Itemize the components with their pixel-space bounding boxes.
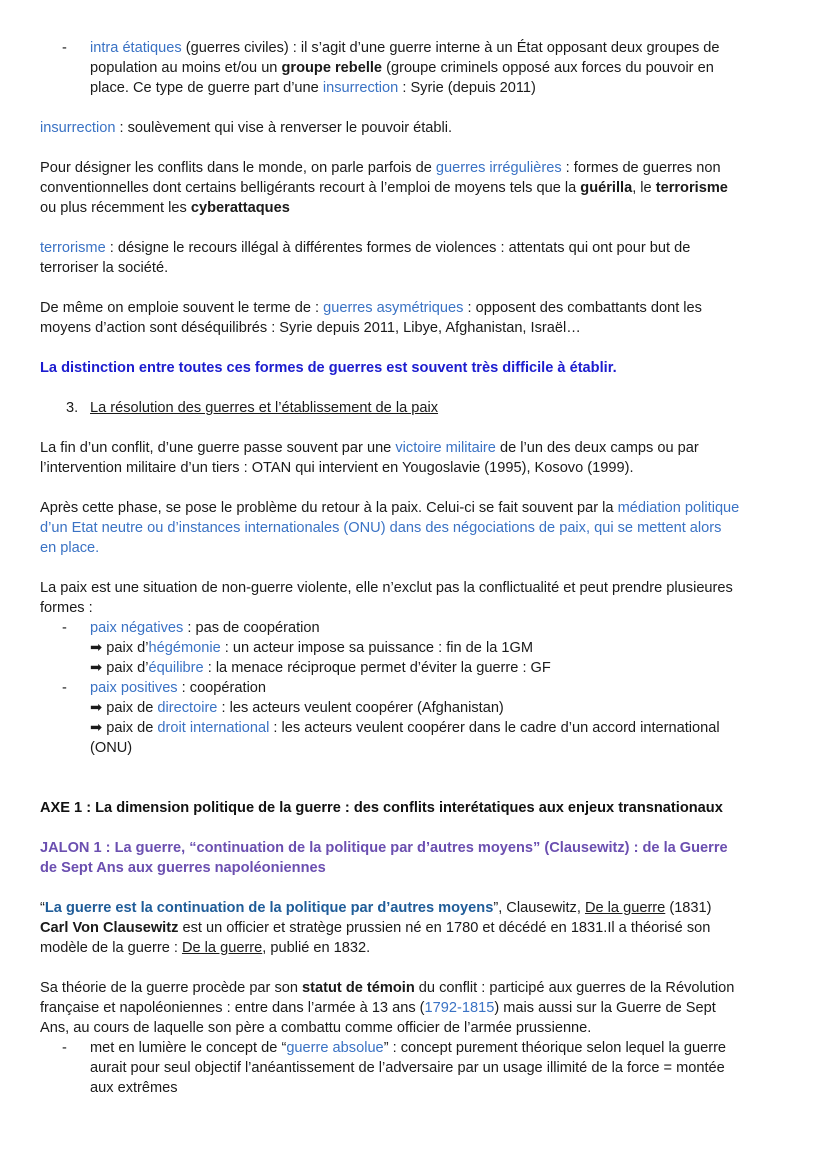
bold-groupe-rebelle: groupe rebelle [281, 60, 383, 76]
section-title: La résolution des guerres et l’établissement de la paix [90, 400, 439, 416]
guerres-asymetriques-paragraph [40, 298, 740, 338]
text: , publié en 1832. [262, 940, 371, 956]
text: (groupe criminels opposé aux forces du pouvoir en place. Ce type de guerre part d’une [90, 60, 714, 96]
text: paix d’ [102, 640, 149, 656]
term-directoire: directoire [157, 700, 218, 716]
book-title: De la guerre [584, 900, 666, 916]
term-guerres-irregulieres: guerres irrégulières [435, 160, 562, 176]
bold-statut-de-temoin: statut de témoin [302, 980, 415, 996]
text: : opposent des combattants dont les moyens d’action sont déséquilibrés : Syrie depuis 2011, Libye, Afghanistan, Israël… [40, 300, 702, 336]
text: est un officier et stratège prussien né en 1780 et décédé en 1831.Il a théorisé son modèle de la guerre : [40, 920, 711, 956]
term-guerres-asymetriques: guerres asymétriques [323, 300, 464, 316]
bullet-dash: - [62, 680, 67, 696]
text: (1831) [665, 900, 712, 916]
text: paix de [102, 700, 158, 716]
paix-droit-international-item [40, 718, 740, 758]
section-3-heading [40, 398, 740, 418]
bullet-dash: - [62, 40, 67, 56]
text: : un acteur impose sa puissance : fin de la 1GM [220, 640, 534, 656]
text: du conflit : participé aux guerres de la Révolution française et napoléoniennes : entre dans l’armée à 13 ans ( [40, 980, 735, 1016]
bold-cyberattaques: cyberattaques [190, 200, 290, 216]
term-terrorisme: terrorisme [40, 240, 106, 256]
axe-1-heading: AXE 1 : La dimension politique de la guerre : des conflits interétatiques aux enjeux transnationaux [40, 800, 723, 816]
text: La fin d’un conflit, d’une guerre passe souvent par une [40, 440, 396, 456]
text: : coopération [177, 680, 267, 696]
arrow-right-icon: ➡ [90, 700, 103, 716]
bullet-dash: - [62, 620, 67, 636]
term-hegemonie: hégémonie [148, 640, 221, 656]
paix-intro: La paix est une situation de non-guerre violente, elle n’exclut pas la conflictualité et peut prendre plusieures formes : [40, 580, 733, 616]
paix-directoire-item [40, 698, 740, 718]
bold-carl-von-clausewitz: Carl Von Clausewitz [40, 920, 179, 936]
terrorisme-definition [40, 238, 740, 278]
text: ” : concept purement théorique selon lequel la guerre aurait pour seul objectif l’anéantissement de l’adversaire par un usage illimité de la force = montée aux extrêmes [90, 1040, 727, 1096]
theorie-paragraph [40, 978, 740, 1038]
arrow-right-icon: ➡ [90, 660, 103, 676]
paix-equilibre-item [40, 658, 740, 678]
term-victoire-militaire: victoire militaire [395, 440, 496, 456]
fin-conflit-paragraph [40, 438, 740, 478]
arrow-right-icon: ➡ [90, 640, 103, 656]
text: : formes de guerres non conventionnelles dont certains belligérants recourt à l’emploi de moyens tels que la [40, 160, 721, 196]
paix-hegemonie-item [40, 638, 740, 658]
clausewitz-bio [40, 918, 740, 958]
term-mediation-politique: médiation politique d’un Etat neutre ou d’instances internationales (ONU) dans des négociations de paix, qui se mettent alors en place. [40, 500, 740, 556]
text: met en lumière le concept de “ [90, 1040, 287, 1056]
text: De même on emploie souvent le terme de : [40, 300, 324, 316]
text: : les acteurs veulent coopérer dans le cadre d’un accord international (ONU) [90, 720, 720, 756]
text: paix d’ [102, 660, 149, 676]
jalon-1-heading: JALON 1 : La guerre, “continuation de la politique par d’autres moyens” (Clausewitz) : de la Guerre de Sept Ans aux guerres napoléoniennes [40, 840, 728, 876]
paix-negatives-item [40, 618, 740, 638]
text: Sa théorie de la guerre procède par son [40, 980, 303, 996]
term-insurrection: insurrection [322, 80, 399, 96]
text: : soulèvement qui vise à renverser le pouvoir établi. [115, 120, 453, 136]
text: ) mais aussi sur la Guerre de Sept Ans, au cours de laquelle son père a combattu comme officier de l’armée prussienne. [40, 1000, 716, 1036]
text: Après cette phase, se pose le problème du retour à la paix. Celui-ci se fait souvent par la [40, 500, 618, 516]
guerres-irregulieres-paragraph [40, 158, 740, 218]
bold-terrorisme: terrorisme [655, 180, 728, 196]
text: : désigne le recours illégal à différentes formes de violences : attentats qui ont pour but de terroriser la société. [40, 240, 691, 276]
text: ”, Clausewitz, [493, 900, 585, 916]
text: , le [632, 180, 656, 196]
text: Pour désigner les conflits dans le monde, on parle parfois de [40, 160, 436, 176]
term-equilibre: équilibre [148, 660, 204, 676]
text: : la menace réciproque permet d’éviter la guerre : GF [203, 660, 551, 676]
term-paix-negatives: paix négatives [90, 620, 184, 636]
bullet-dash: - [62, 1040, 67, 1056]
term-intra-etatiques: intra étatiques [90, 40, 182, 56]
clausewitz-quote [40, 898, 740, 918]
text: (guerres civiles) : il s’agit d’une guerre interne à un État opposant deux groupes de population au moins et/ou un [90, 40, 720, 76]
text: : pas de coopération [183, 620, 320, 636]
book-title: De la guerre [181, 940, 263, 956]
paix-positives-item [40, 678, 740, 698]
insurrection-definition [40, 118, 740, 138]
text: ou plus récemment les [40, 200, 191, 216]
text: de l’un des deux camps ou par l’intervention militaire d’un tiers : OTAN qui intervient en Yougoslavie (1995), Kosovo (1999). [40, 440, 699, 476]
text: : Syrie (depuis 2011) [398, 80, 536, 96]
guerre-absolue-item [40, 1038, 740, 1098]
quote-text: La guerre est la continuation de la politique par d’autres moyens [44, 900, 494, 916]
intra-etatiques-item [40, 38, 740, 98]
distinction-emphasis: La distinction entre toutes ces formes de guerres est souvent très difficile à établir. [40, 360, 617, 376]
term-droit-international: droit international [157, 720, 270, 736]
text: : les acteurs veulent coopérer (Afghanistan) [217, 700, 504, 716]
text: “ [40, 900, 45, 916]
arrow-right-icon: ➡ [90, 720, 103, 736]
document-page [40, 38, 740, 1098]
term-insurrection: insurrection [40, 120, 116, 136]
apres-paragraph [40, 498, 740, 558]
section-number: 3. [66, 400, 79, 416]
term-paix-positives: paix positives [90, 680, 178, 696]
term-1792-1815: 1792-1815 [424, 1000, 495, 1016]
term-guerre-absolue: guerre absolue [286, 1040, 384, 1056]
text: paix de [102, 720, 158, 736]
bold-guerilla: guérilla [580, 180, 633, 196]
